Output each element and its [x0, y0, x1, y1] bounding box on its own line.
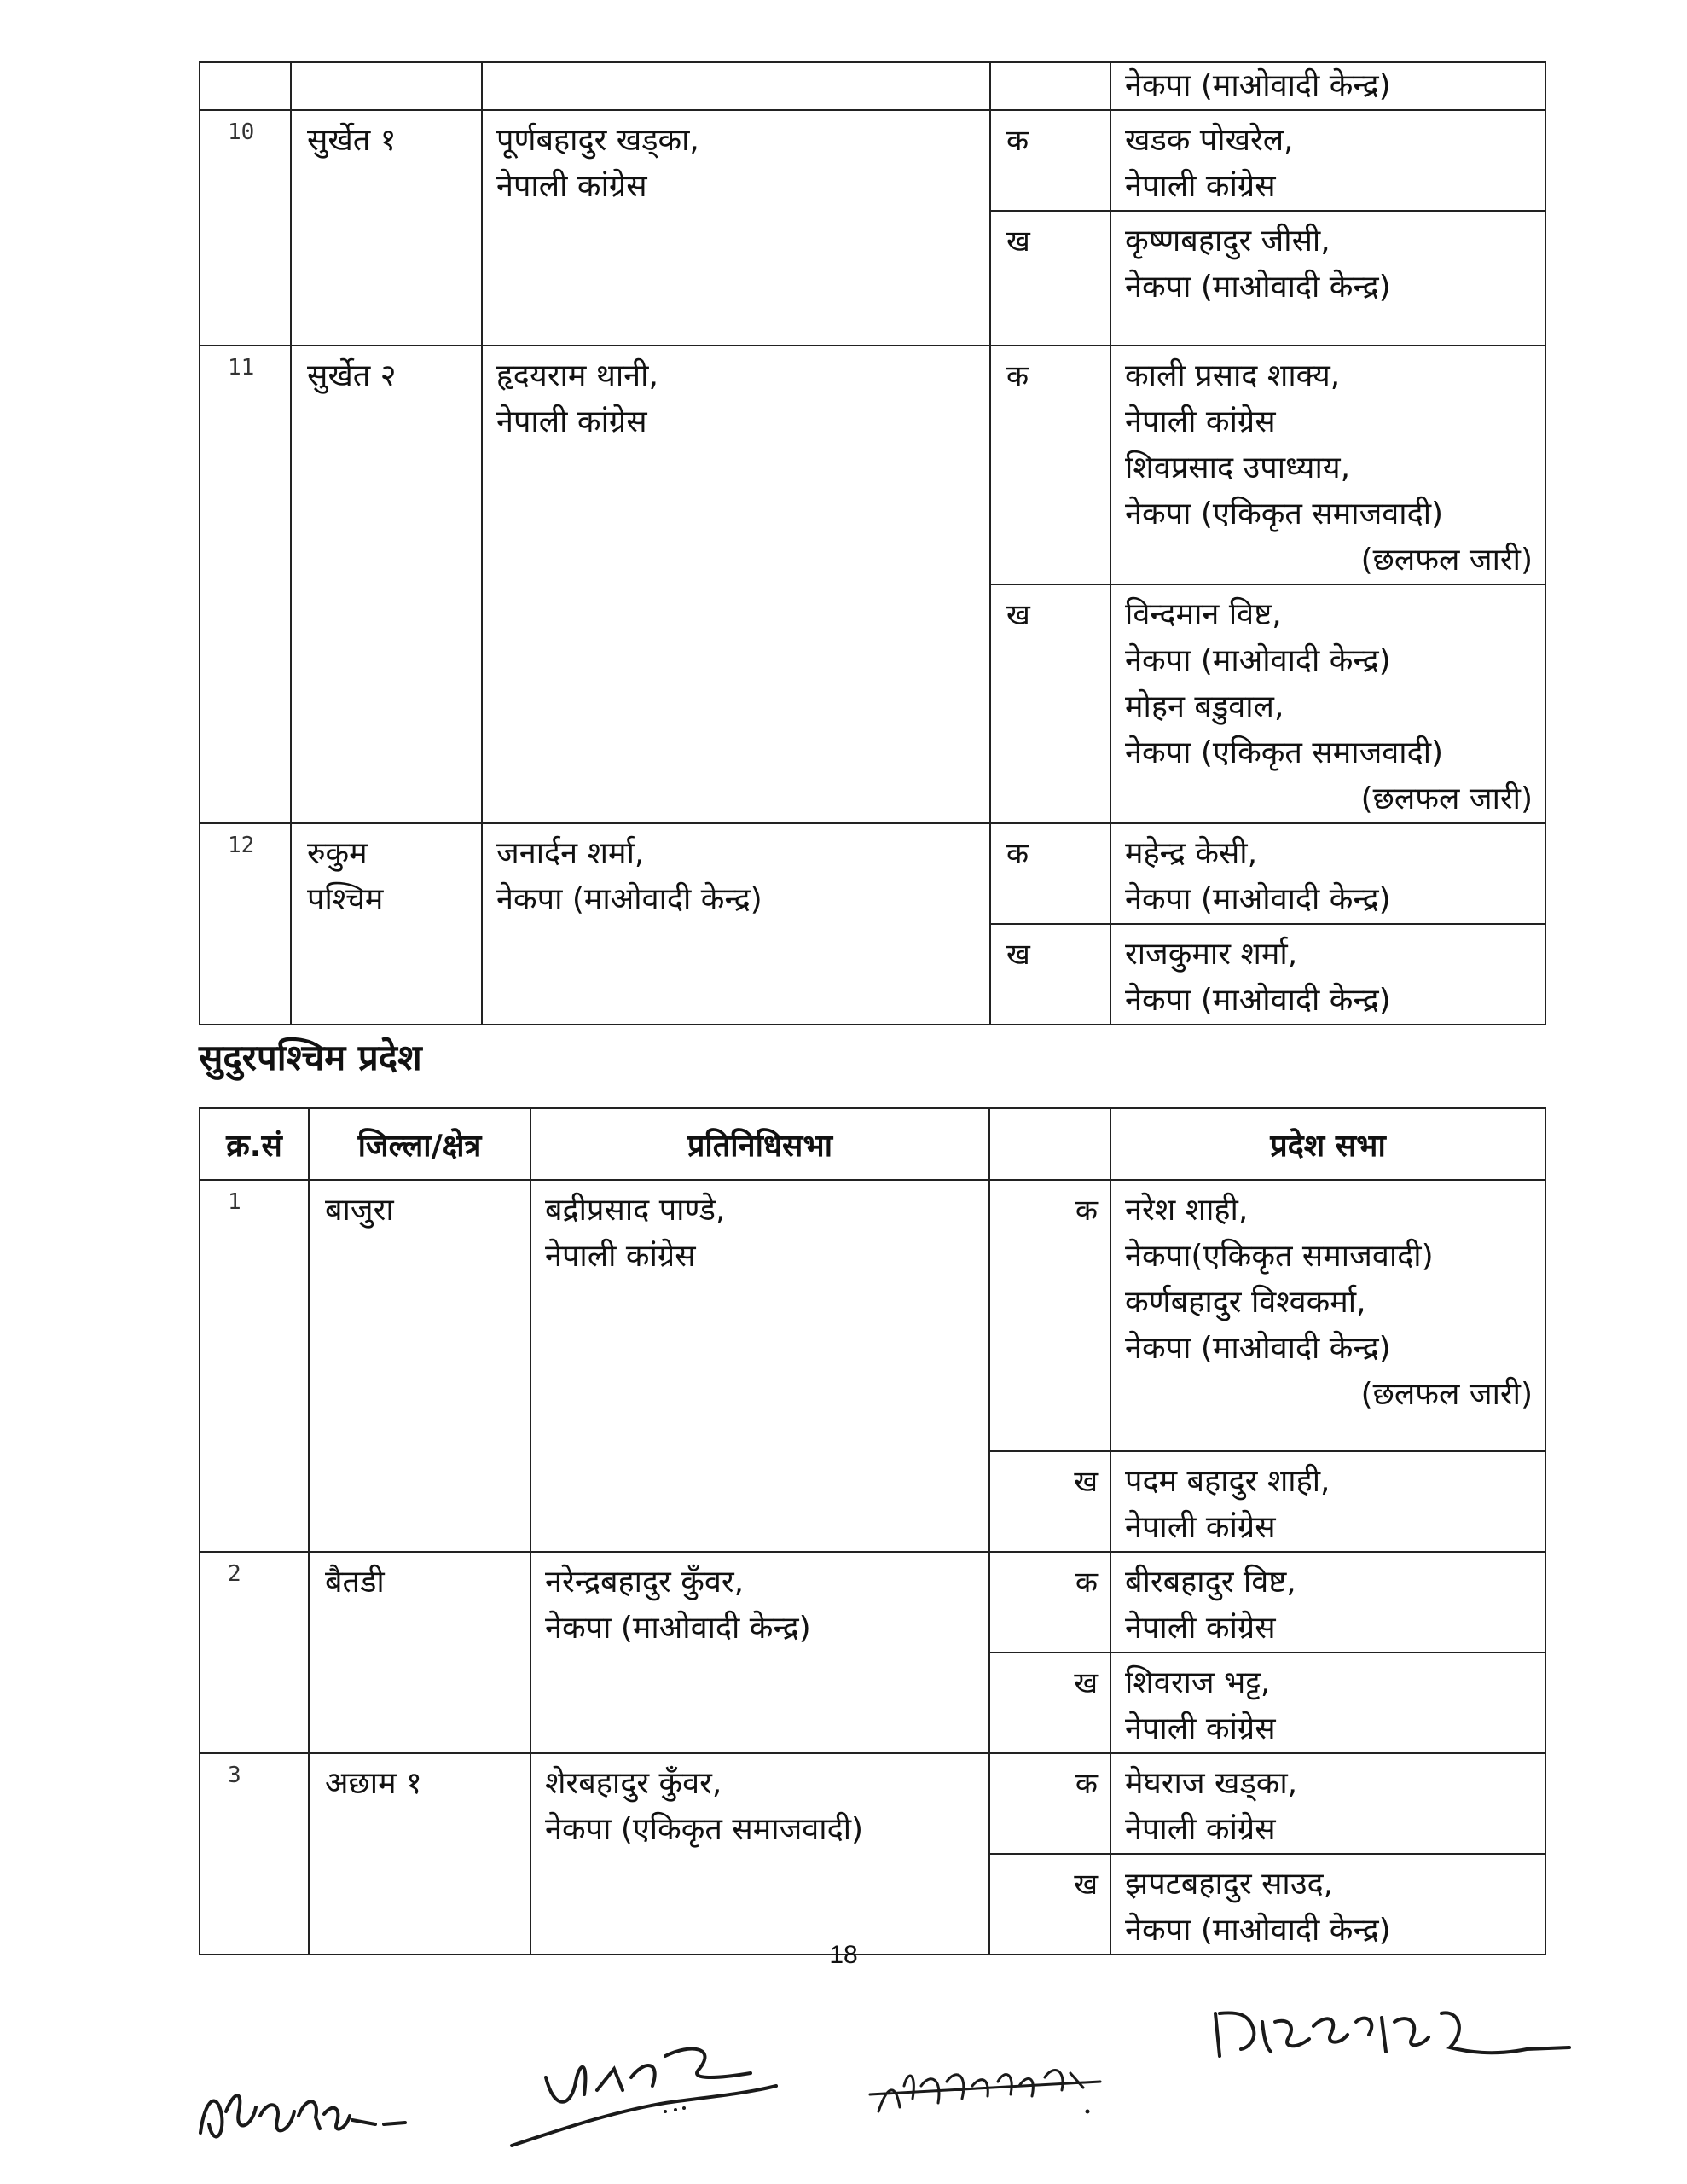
party-name: नेकपा (माओवादी केन्द्र) — [1125, 1913, 1391, 1948]
province-assembly-cell — [1110, 211, 1545, 346]
party-name: नेपाली कांग्रेस — [496, 169, 647, 204]
province-assembly-cell — [1110, 1552, 1545, 1653]
table-row — [200, 110, 1545, 211]
constituency-letter-cell: क — [990, 346, 1110, 584]
party-name: नेपाली कांग्रेस — [496, 404, 647, 439]
constituency-letter-cell: क — [989, 1180, 1110, 1451]
discussion-ongoing-note: (छलफल जारी) — [1360, 1377, 1533, 1412]
table-header-row — [200, 1108, 1545, 1180]
party-name: नेकपा (एकिकृत समाजवादी) — [1125, 497, 1444, 531]
candidate-name: काली प्रसाद शाक्य, — [1125, 358, 1341, 393]
candidate-name: कर्णबहादुर विश्वकर्मा, — [1125, 1285, 1366, 1320]
candidate-name: शेरबहादुर कुँवर, — [545, 1766, 722, 1801]
table-row — [200, 346, 1545, 584]
constituency-letter-cell: ख — [989, 1653, 1110, 1753]
district-cell — [309, 1180, 530, 1552]
province-assembly-cell — [1110, 584, 1545, 823]
province-assembly-cell — [1110, 924, 1545, 1025]
party-name: नेकपा (माओवादी केन्द्र) — [1125, 270, 1391, 305]
district-name: बैतडी — [325, 1565, 385, 1600]
candidate-name: पूर्णबहादुर खड्का, — [496, 123, 699, 158]
province-assembly-cell — [1110, 1451, 1545, 1552]
party-name: नेपाली कांग्रेस — [1125, 1510, 1276, 1545]
header-provincial-assembly: प्रदेश सभा — [1110, 1108, 1545, 1180]
district-cell — [291, 346, 482, 823]
constituency-letter-cell: ख — [990, 584, 1110, 823]
discussion-ongoing-note: (छलफल जारी) — [1360, 781, 1533, 816]
constituency-letter-cell: ख — [990, 211, 1110, 346]
province-assembly-cell — [1110, 110, 1545, 211]
representative-cell — [482, 346, 990, 823]
serial-number-cell: 12 — [200, 823, 291, 1025]
party-name: नेकपा (एकिकृत समाजवादी) — [1125, 735, 1444, 770]
district-cell — [291, 110, 482, 346]
serial-number-cell — [200, 62, 291, 110]
serial-number-cell: 10 — [200, 110, 291, 346]
candidate-name: विन्दमान विष्ट, — [1125, 597, 1282, 632]
header-house-of-representatives: प्रतिनिधिसभा — [530, 1108, 989, 1180]
candidate-name: बीरबहादुर विष्ट, — [1125, 1565, 1296, 1600]
province-assembly-cell — [1110, 1180, 1545, 1451]
constituency-letter-cell: क — [989, 1552, 1110, 1653]
candidate-name: मेघराज खड्का, — [1125, 1766, 1298, 1801]
table-row — [200, 62, 1545, 110]
party-name: नेपाली कांग्रेस — [1125, 1711, 1276, 1746]
representative-cell — [530, 1180, 989, 1552]
candidate-name: बद्रीप्रसाद पाण्डे, — [545, 1193, 726, 1228]
district-cell — [291, 62, 482, 110]
party-name: नेकपा (माओवादी केन्द्र) — [545, 1611, 811, 1646]
party-name: नेपाली कांग्रेस — [1125, 1611, 1276, 1646]
district-cell — [309, 1753, 530, 1955]
province-assembly-cell — [1110, 1854, 1545, 1955]
representative-cell — [482, 62, 990, 110]
candidate-name: पदम बहादुर शाही, — [1125, 1464, 1330, 1499]
signature-2 — [495, 2009, 802, 2163]
candidate-name: महेन्द्र केसी, — [1125, 836, 1258, 871]
party-name: नेकपा (माओवादी केन्द्र) — [1125, 983, 1391, 1018]
district-name: सुर्खेत १ — [307, 123, 397, 158]
table-row — [200, 823, 1545, 924]
party-name: नेपाली कांग्रेस — [1125, 169, 1276, 204]
province-assembly-cell — [1110, 62, 1545, 110]
province-assembly-cell — [1110, 1653, 1545, 1753]
district-name: अछाम १ — [325, 1766, 422, 1801]
constituency-letter-cell: क — [990, 823, 1110, 924]
candidate-name: कृष्णबहादुर जीसी, — [1125, 224, 1330, 258]
table-row — [200, 1552, 1545, 1653]
representative-cell — [530, 1552, 989, 1753]
table-continued — [199, 61, 1546, 1025]
candidate-name: शिवराज भट्ट, — [1125, 1665, 1271, 1700]
party-name: नेकपा (माओवादी केन्द्र) — [496, 882, 762, 917]
candidate-name: नरेश शाही, — [1125, 1193, 1249, 1228]
party-name: नेकपा (माओवादी केन्द्र) — [1125, 1331, 1391, 1366]
party-name: नेपाली कांग्रेस — [545, 1239, 696, 1274]
candidate-name: राजकुमार शर्मा, — [1125, 937, 1298, 972]
representative-cell — [530, 1753, 989, 1955]
signature-1 — [192, 2065, 448, 2158]
signature-4 — [1203, 1988, 1578, 2082]
constituency-letter-cell: ख — [989, 1451, 1110, 1552]
district-cell — [309, 1552, 530, 1753]
representative-cell — [482, 823, 990, 1025]
constituency-letter-cell: क — [989, 1753, 1110, 1854]
section-title: सुदुरपश्चिम प्रदेश — [199, 1037, 422, 1078]
table-far-western-province — [199, 1107, 1546, 1955]
serial-number-cell: 1 — [200, 1180, 309, 1552]
party-name: नेकपा(एकिकृत समाजवादी) — [1125, 1239, 1434, 1274]
constituency-letter-cell: ख — [990, 924, 1110, 1025]
candidate-name: नरेन्द्रबहादुर कुँवर, — [545, 1565, 745, 1600]
representative-cell — [482, 110, 990, 346]
serial-number-cell: 11 — [200, 346, 291, 823]
candidate-name: झपटबहादुर साउद, — [1125, 1867, 1334, 1902]
district-name: पश्चिम — [307, 882, 384, 917]
party-name: नेकपा (माओवादी केन्द्र) — [1125, 68, 1391, 103]
candidate-name: खडक पोखरेल, — [1125, 123, 1294, 158]
candidate-name: हृदयराम थानी, — [496, 358, 658, 393]
table-row — [200, 1753, 1545, 1854]
candidate-name: जनार्दन शर्मा, — [496, 836, 645, 871]
candidate-name: मोहन बडुवाल, — [1125, 689, 1284, 724]
party-name: नेकपा (माओवादी केन्द्र) — [1125, 882, 1391, 917]
province-assembly-cell — [1110, 823, 1545, 924]
constituency-letter-cell: क — [990, 110, 1110, 211]
district-name: सुर्खेत २ — [307, 358, 397, 393]
header-blank — [989, 1108, 1110, 1180]
serial-number-cell: 2 — [200, 1552, 309, 1753]
constituency-letter-cell: ख — [989, 1854, 1110, 1955]
district-cell — [291, 823, 482, 1025]
signature-3 — [861, 2035, 1117, 2137]
party-name: नेकपा (माओवादी केन्द्र) — [1125, 643, 1391, 678]
table-row — [200, 1180, 1545, 1451]
province-assembly-cell — [1110, 1753, 1545, 1854]
district-name: बाजुरा — [325, 1193, 394, 1228]
header-district: जिल्ला/क्षेत्र — [309, 1108, 530, 1180]
party-name: नेपाली कांग्रेस — [1125, 404, 1276, 439]
party-name: नेकपा (एकिकृत समाजवादी) — [545, 1812, 864, 1847]
serial-number-cell: 3 — [200, 1753, 309, 1955]
province-assembly-cell — [1110, 346, 1545, 584]
header-serial: क्र.सं — [200, 1108, 309, 1180]
constituency-letter-cell — [990, 62, 1110, 110]
party-name: नेपाली कांग्रेस — [1125, 1812, 1276, 1847]
page-number: 18 — [829, 1941, 858, 1969]
candidate-name: शिवप्रसाद उपाध्याय, — [1125, 450, 1351, 485]
district-name: रुकुम — [307, 836, 368, 871]
discussion-ongoing-note: (छलफल जारी) — [1360, 543, 1533, 578]
